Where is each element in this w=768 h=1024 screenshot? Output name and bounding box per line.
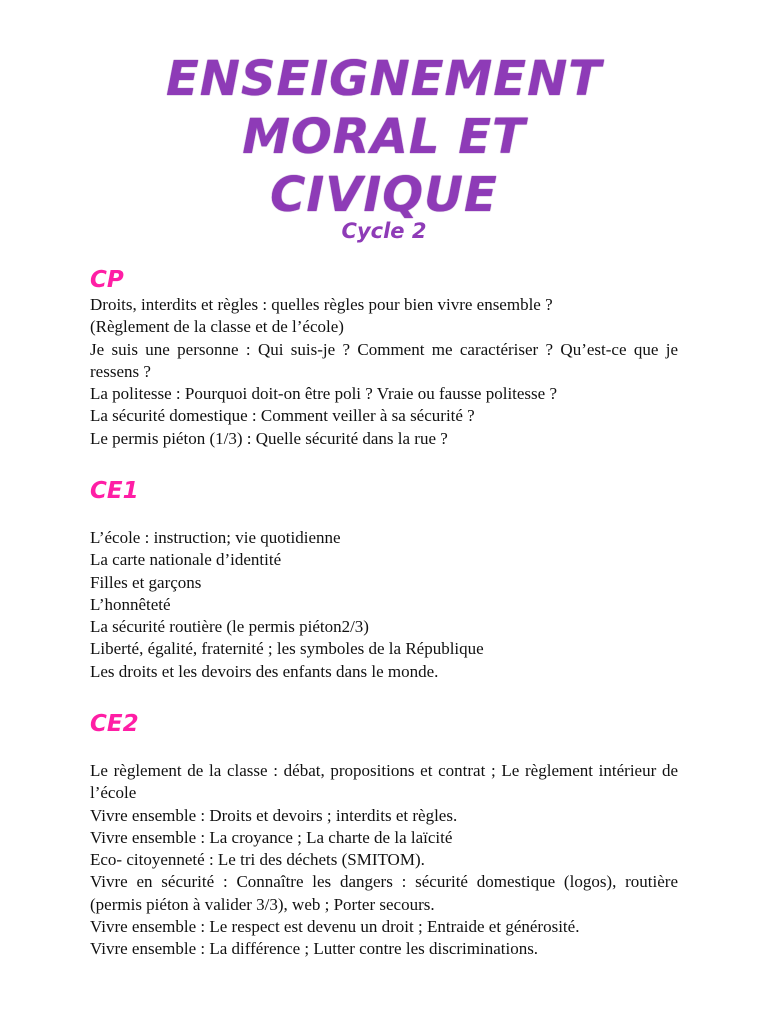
list-item: La carte nationale d’identité	[90, 550, 282, 570]
list-item: Les droits et les devoirs des enfants dans le monde.	[90, 661, 439, 681]
title-line-3: CIVIQUE	[270, 167, 498, 223]
list-item: (Règlement de la classe et de l’école)	[90, 317, 344, 337]
list-item: La sécurité domestique : Comment veiller à sa sécurité ?	[90, 406, 475, 426]
title-line-2: MORAL ET	[242, 109, 526, 165]
list-item: Vivre en sécurité : Connaître les dangers : sécurité domestique (logos), routière (permis piéton à valider 3/3), web ; Porter secours.	[90, 872, 678, 914]
list-item: La politesse : Pourquoi doit-on être poli ? Vraie ou fausse politesse ?	[90, 384, 558, 404]
section-list-cp	[90, 294, 678, 450]
section-list-ce1	[90, 527, 678, 683]
section-ce1	[90, 477, 678, 683]
list-item: Je suis une personne : Qui suis-je ? Comment me caractériser ? Qu’est-ce que je ressens ?	[90, 339, 678, 381]
section-heading-cp: CP	[90, 267, 124, 293]
section-cp	[90, 266, 678, 450]
list-item: L’honnêteté	[90, 594, 171, 614]
list-item: Filles et garçons	[90, 572, 202, 592]
section-heading-ce2: CE2	[90, 711, 139, 737]
section-spacer	[90, 738, 678, 760]
list-item: L’école : instruction; vie quotidienne	[90, 528, 341, 547]
section-spacer	[90, 505, 678, 527]
list-item: Eco- citoyenneté : Le tri des déchets (SMITOM).	[90, 850, 425, 870]
title-line-1: ENSEIGNEMENT	[165, 51, 602, 107]
list-item: Le permis piéton (1/3) : Quelle sécurité dans la rue ?	[90, 428, 448, 448]
list-item: Vivre ensemble : Droits et devoirs ; interdits et règles.	[90, 805, 458, 825]
list-item: Droits, interdits et règles : quelles règles pour bien vivre ensemble ?	[90, 295, 553, 314]
page-title	[0, 50, 768, 224]
section-ce2	[90, 710, 678, 961]
list-item: Liberté, égalité, fraternité ; les symboles de la République	[90, 639, 484, 659]
list-item: La sécurité routière (le permis piéton2/3)	[90, 617, 369, 637]
list-item: Vivre ensemble : La différence ; Lutter contre les discriminations.	[90, 939, 539, 959]
list-item: Le règlement de la classe : débat, propositions et contrat ; Le règlement intérieur de l’école	[90, 761, 678, 803]
section-list-ce2	[90, 760, 678, 961]
list-item: Vivre ensemble : Le respect est devenu un droit ; Entraide et générosité.	[90, 917, 580, 937]
list-item: Vivre ensemble : La croyance ; La charte de la laïcité	[90, 827, 453, 847]
section-heading-ce1: CE1	[90, 478, 139, 504]
page-subtitle: Cycle 2	[341, 219, 427, 243]
